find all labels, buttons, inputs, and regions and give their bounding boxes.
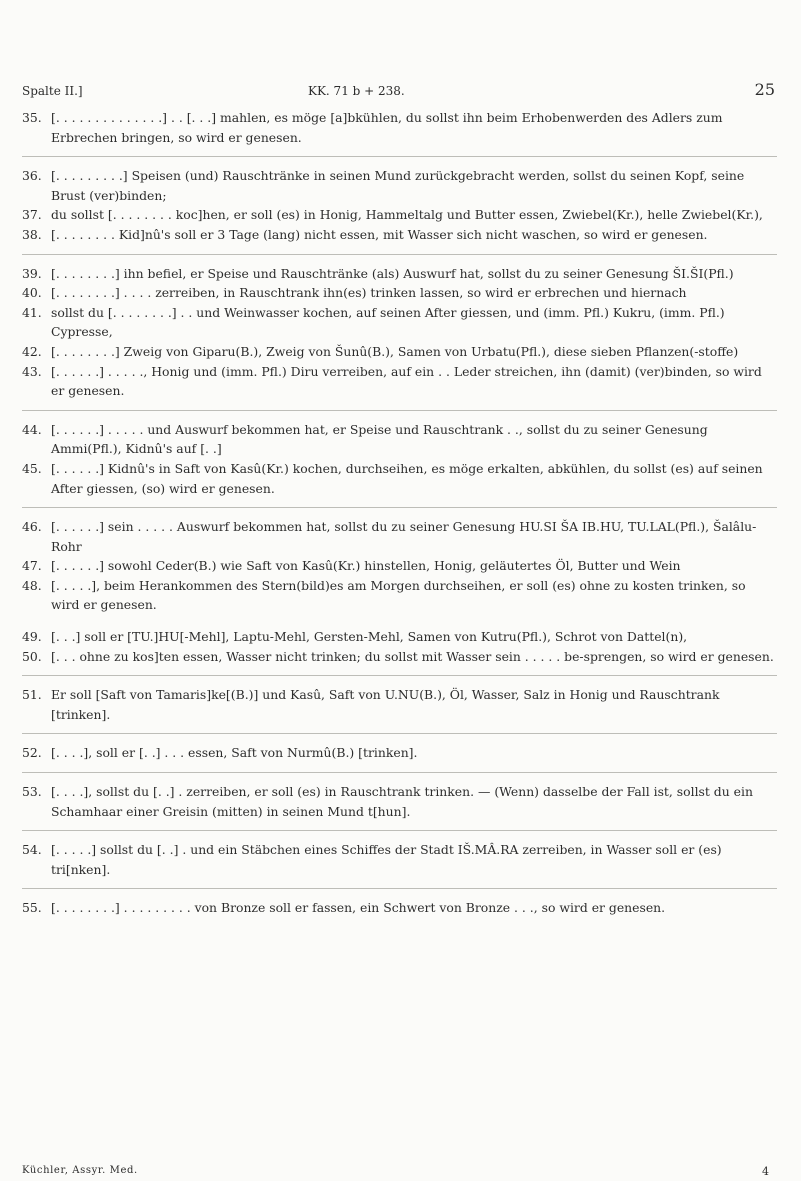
line-entry xyxy=(22,166,777,205)
section-divider xyxy=(22,888,777,889)
line-number: 47. xyxy=(22,558,42,574)
line-text: [. . . . . . . .] Zweig von Giparu(B.), Zweig von Šunû(B.), Samen von Urbatu(Pfl.), diese sieben Pflanzen(-stoffe) xyxy=(51,343,739,359)
line-entry xyxy=(22,362,777,401)
line-number: 55. xyxy=(22,900,42,916)
line-number: 53. xyxy=(22,784,42,800)
line-number: 42. xyxy=(22,343,42,359)
line-text: [. . . . . . . .] . . . . . . . . . von Bronze soll er fassen, ein Schwert von Bronze . . ., so wird er genesen. xyxy=(51,900,666,916)
line-entry xyxy=(22,685,777,724)
line-text: sollst du [. . . . . . . .] . . und Weinwasser kochen, auf seinen After giessen, und (imm. Pfl.) Kukru, (imm. Pfl.) Cypresse, xyxy=(51,304,725,340)
line-entry xyxy=(22,342,777,362)
line-text: [. . . .], soll er [. .] . . . essen, Saft von Nurmû(B.) [trinken]. xyxy=(51,745,418,761)
line-number: 37. xyxy=(22,207,42,223)
line-number: 44. xyxy=(22,421,42,437)
line-entry xyxy=(22,782,777,821)
line-number: 38. xyxy=(22,226,42,242)
line-text: [. . .] soll er [TU.]HU[-Mehl], Laptu-Mehl, Gersten-Mehl, Samen von Kutru(Pfl.), Schrot von Dattel(n), xyxy=(51,629,688,645)
page-header xyxy=(22,82,775,102)
line-entry xyxy=(22,898,777,918)
line-text: [. . . . . .] sein . . . . . Auswurf bekommen hat, sollst du zu seiner Genesung HU.SI ŠA IB.HU, TU.LAL(Pfl.), Šalâlu-Rohr xyxy=(51,519,757,554)
section-divider xyxy=(22,254,777,255)
line-text: [. . . . .] sollst du [. .] . und ein Stäbchen eines Schiffes der Stadt IŠ.MÂ.RA zerreiben, in Wasser soll er (es) tri[nken]. xyxy=(51,842,722,877)
line-text: [. . . ohne zu kos]ten essen, Wasser nicht trinken; du sollst mit Wasser sein . . . . . be-sprengen, so wird er genesen. xyxy=(51,648,774,664)
line-text: [. . . . . .] . . . . ., Honig und (imm. Pfl.) Diru verreiben, auf ein . . Leder streichen, ihn (damit) (ver)binden, so wird er genesen. xyxy=(51,363,762,399)
line-entry xyxy=(22,205,777,225)
line-text: [. . . .], sollst du [. .] . zerreiben, er soll (es) in Rauschtrank trinken. — (Wenn) dasselbe der Fall ist, sollst du ein Schamhaar einer Greisin (mitten) in seinen Mund t[hun]. xyxy=(51,784,753,819)
line-text: du sollst [. . . . . . . . koc]hen, er soll (es) in Honig, Hammeltalg und Butter essen, Zwiebel(Kr.), helle Zwiebel(Kr.), xyxy=(51,207,763,223)
line-entry xyxy=(22,283,777,303)
section-divider xyxy=(22,733,777,734)
tablet-reference: KK. 71 b + 238. xyxy=(308,84,405,98)
page-number: 25 xyxy=(754,80,775,99)
line-text: [. . . . . .] Kidnû's in Saft von Kasû(Kr.) kochen, durchseihen, es möge erkalten, abkühlen, du sollst (es) auf seinen After giessen, (so) wird er genesen. xyxy=(51,460,763,496)
line-entry xyxy=(22,627,777,647)
section-divider xyxy=(22,156,777,157)
line-text: [. . . . . . . .] . . . . zerreiben, in Rauschtrank ihn(es) trinken lassen, so wird er erbrechen und hiernach xyxy=(51,285,687,301)
line-entry xyxy=(22,576,777,615)
section-divider xyxy=(22,830,777,831)
line-entry xyxy=(22,108,777,147)
line-entry xyxy=(22,556,777,576)
line-number: 35. xyxy=(22,110,42,125)
line-number: 46. xyxy=(22,519,42,535)
line-number: 39. xyxy=(22,265,42,281)
section-divider xyxy=(22,507,777,508)
line-number: 45. xyxy=(22,460,42,476)
line-text: [. . . . .], beim Herankommen des Stern(bild)es am Morgen durchseihen, er soll (es) ohne zu kosten trinken, so wird er genesen. xyxy=(51,577,746,613)
line-number: 36. xyxy=(22,168,42,184)
line-number: 40. xyxy=(22,285,42,301)
line-entry xyxy=(22,647,777,667)
line-entry xyxy=(22,459,777,498)
line-number: 52. xyxy=(22,745,42,761)
line-number: 54. xyxy=(22,842,42,858)
line-text: [. . . . . .] . . . . . und Auswurf bekommen hat, er Speise und Rauschtrank . ., sollst du zu seiner Genesung Ammi(Pfl.), Kidnû's auf [. .] xyxy=(51,421,708,457)
line-text: [. . . . . .] sowohl Ceder(B.) wie Saft von Kasû(Kr.) hinstellen, Honig, geläutertes Öl, Butter und Wein xyxy=(51,558,681,574)
line-entry xyxy=(22,264,777,284)
translation-text xyxy=(22,108,777,918)
signature-mark: 4 xyxy=(762,1165,769,1178)
line-entry xyxy=(22,743,777,763)
line-number: 50. xyxy=(22,648,42,664)
line-text: [. . . . . . . . . . . . . .] . . [. . .] mahlen, es möge [a]bkühlen, du sollst ihn beim Erhobenwerden des Adlers zum Erbrechen bringen, so wird er genesen. xyxy=(51,110,723,145)
spacer xyxy=(22,615,777,627)
column-label: Spalte II.] xyxy=(22,84,83,98)
page-footer xyxy=(22,1165,775,1179)
line-entry xyxy=(22,420,777,459)
section-divider xyxy=(22,410,777,411)
line-entry xyxy=(22,303,777,342)
line-number: 48. xyxy=(22,577,42,593)
source-citation: Küchler, Assyr. Med. xyxy=(22,1165,138,1176)
line-entry xyxy=(22,517,777,556)
line-entry xyxy=(22,840,777,879)
line-number: 51. xyxy=(22,687,42,703)
line-number: 49. xyxy=(22,629,42,645)
line-text: [. . . . . . . . Kid]nû's soll er 3 Tage (lang) nicht essen, mit Wasser sich nicht waschen, so wird er genesen. xyxy=(51,226,708,242)
line-text: [. . . . . . . . .] Speisen (und) Rauschtränke in seinen Mund zurückgebracht werden, sollst du seinen Kopf, seine Brust (ver)binden; xyxy=(51,168,745,203)
line-text: [. . . . . . . .] ihn befiel, er Speise und Rauschtränke (als) Auswurf hat, sollst du zu seiner Genesung ŠI.ŠI(Pfl.) xyxy=(51,265,734,281)
line-number: 41. xyxy=(22,304,42,320)
section-divider xyxy=(22,675,777,676)
line-number: 43. xyxy=(22,363,42,379)
line-text: Er soll [Saft von Tamaris]ke[(B.)] und Kasû, Saft von U.NU(B.), Öl, Wasser, Salz in Honig und Rauschtrank [trinken]. xyxy=(51,687,720,722)
line-entry xyxy=(22,225,777,245)
section-divider xyxy=(22,772,777,773)
